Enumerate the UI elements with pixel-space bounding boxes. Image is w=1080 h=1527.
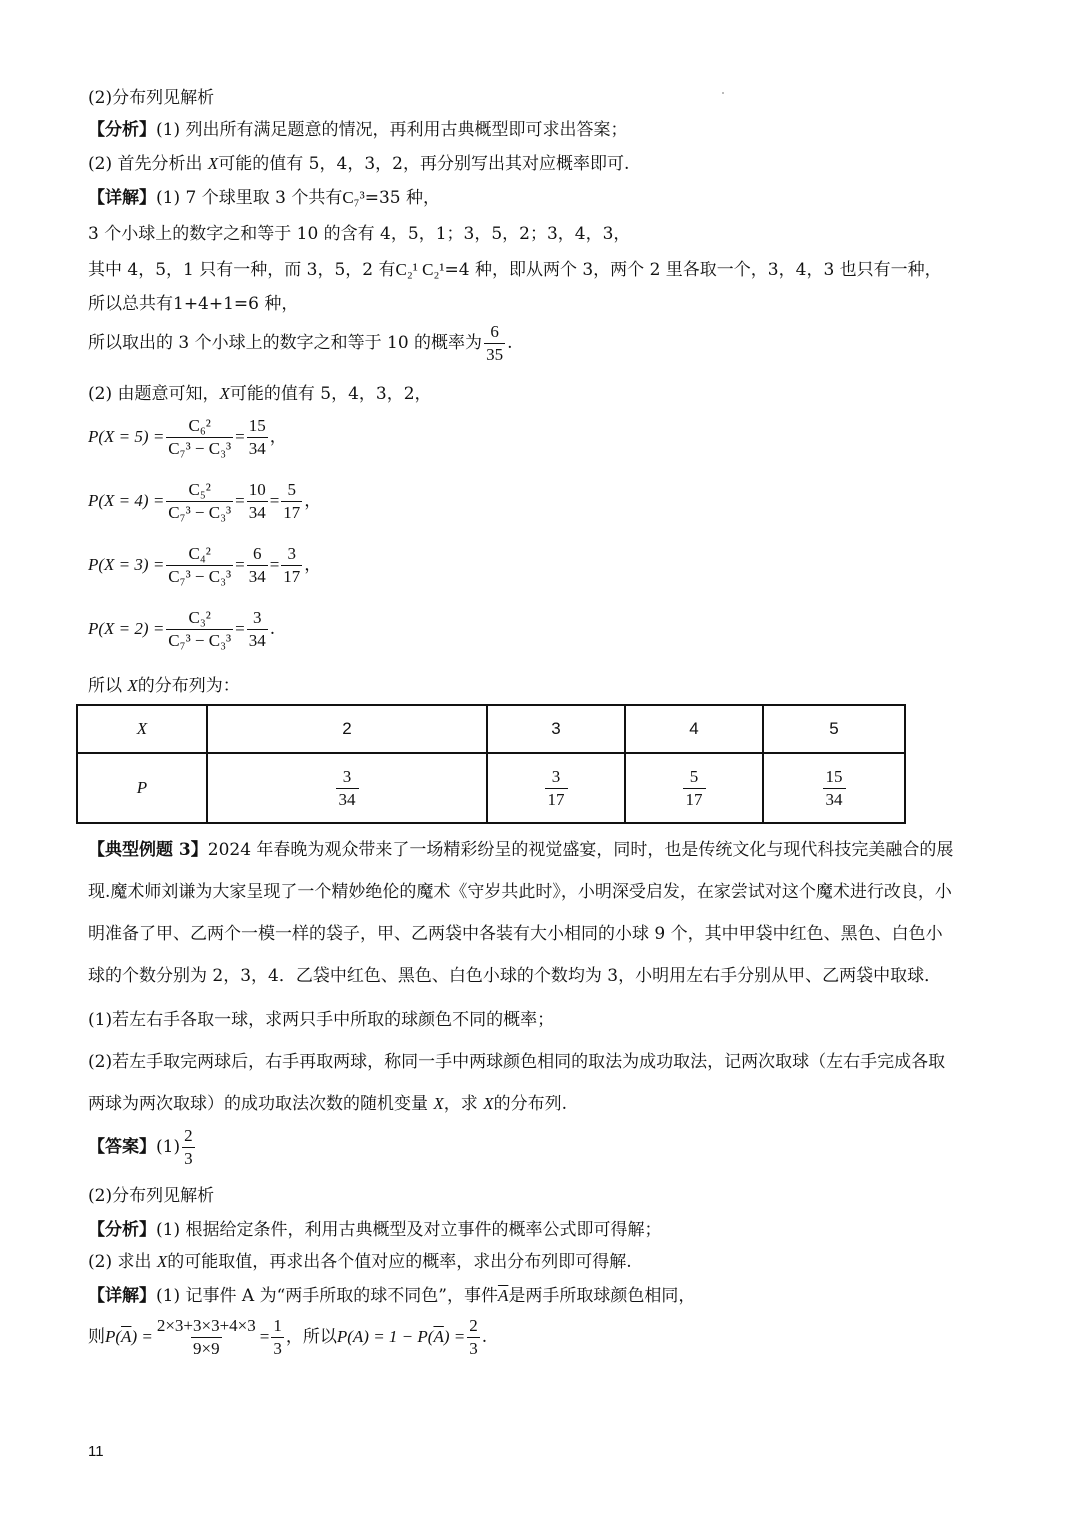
answer-part2-b: (2)分布列见解析 [88,1186,215,1206]
table-cell: $\frac{3}{17}$ [487,753,625,823]
detail-line-5: 所以取出的 3 个小球上的数字之和等于 10 的概率为 $\frac{6}{35}$ . [88,322,513,364]
table-header-x: X [77,705,207,753]
analysis-text: (1) 列出所有满足题意的情况，再利用古典概型即可求出答案； [156,120,628,140]
var-x-2: X [219,384,230,403]
answer-line: 【答案】(1) $\frac{2}{3}$ [88,1126,193,1168]
example3-line-1: 【典型例题 3】2024 年春晚为观众带来了一场精彩纷呈的视觉盛宴，同时，也是传统文化与现代科技完美融合的展 [88,840,954,860]
combo-c73: C₇³ [342,188,365,207]
table-row [77,705,905,753]
table-cell: 3 [487,705,625,753]
example-tag: 【典型例题 3】 [88,840,208,860]
table-cell: $\frac{15}{34}$ [763,753,905,823]
example3-line-3: 明准备了甲、乙两个一模一样的袋子，甲、乙两袋中各装有大小相同的小球 9 个，其中甲袋中红色、黑色、白色小 [88,924,943,944]
detail-text-f: (2) 由题意可知， [88,384,220,404]
detail-line-4: 所以总共有1+4+1=6 种， [88,294,299,314]
page-number: 11 [88,1443,104,1460]
detail2-tag: 【详解】 [88,1286,156,1306]
question-2-line-2: 两球为两次取球）的成功取法次数的随机变量 X，求 X的分布列. [88,1094,567,1114]
eq-px3: P(X = 3) = $\frac{\text{C₄²}}{\text{C₇³ − C₃³}}$ = $\frac{6}{34}$ = $\frac{3}{17}$ ， [88,544,322,586]
detail-line-3 [88,258,942,282]
question-1: (1)若左右手各取一球，求两只手中所取的球颜色不同的概率； [88,1010,555,1030]
table-cell: 4 [625,705,763,753]
detail-text-g: 可能的值有 5，4，3，2， [229,384,432,404]
detail-line-1 [88,186,440,210]
analysis-line-2 [88,152,629,176]
detail-text-d: =4 种，即从两个 3，两个 2 里各取一个，3，4，3 也只有一种， [444,260,942,280]
analysis2-line-1: 【分析】(1) 根据给定条件，利用古典概型及对立事件的概率公式即可得解； [88,1220,662,1240]
table-row [77,753,905,823]
var-x: X [207,154,219,173]
table-cell: $\frac{5}{17}$ [625,753,763,823]
table-cell: 5 [763,705,905,753]
detail2-line-1: 【详解】(1) 记事件 A 为“两手所取的球不同色”，事件$\overline{A}$是两手所取球颜色相同， [88,1286,696,1306]
fraction-2-3: $\frac{2}{3}$ [184,1126,193,1168]
detail-line-2: 3 个小球上的数字之和等于 10 的含有 4，5，1；3，5，2；3，4，3， [88,224,631,244]
answer-tag: 【答案】 [88,1137,156,1157]
detail-text-e: 所以取出的 3 个小球上的数字之和等于 10 的概率为 [88,333,483,353]
analysis2-tag: 【分析】 [88,1220,156,1240]
distribution-intro: 所以 X的分布列为： [88,676,240,696]
analysis-text-b: 可能的值有 5，4，3，2，再分别写出其对应概率即可. [218,154,630,174]
example3-line-4: 球的个数分别为 2，3，4．乙袋中红色、黑色、白色小球的个数均为 3，小明用左右手分别从甲、乙两袋中取球． [88,966,942,986]
analysis-text-a: (2) 首先分析出 [88,154,208,174]
answer-part2: (2)分布列见解析 [88,88,215,108]
eq-px4: P(X = 4) = $\frac{\text{C₅²}}{\text{C₇³ − C₃³}}$ = $\frac{10}{34}$ = $\frac{5}{17}$ ， [88,480,322,522]
detail-text-c: 其中 4，5，1 只有一种，而 3，5，2 有 [88,260,396,280]
eq-px2: P(X = 2) = $\frac{\text{C₃²}}{\text{C₇³ − C₃³}}$ = $\frac{3}{34}$ . [88,608,276,650]
analysis-tag: 【分析】 [88,120,156,140]
detail-text-b: =35 种， [364,188,440,208]
question-2-line-1: (2)若左手取完两球后，右手再取两球，称同一手中两球颜色相同的取法为成功取法，记两次取球（左右手完成各取 [88,1052,946,1072]
scan-speck [722,92,724,94]
example3-line-2: 现.魔术师刘谦为大家呈现了一个精妙绝伦的魔术《守岁共此时》，小明深受启发，在家尝试对这个魔术进行改良，小 [88,882,952,902]
detail-text-a: (1) 7 个球里取 3 个共有 [156,188,343,208]
table-header-p: P [77,753,207,823]
detail-tag: 【详解】 [88,188,156,208]
distribution-table [76,704,906,824]
analysis-line-1 [88,118,627,142]
eq-px5: P(X = 5) = $\frac{\text{C₆²}}{\text{C₇³ − C₃³}}$ = $\frac{15}{34}$ ， [88,416,287,458]
table-cell: 2 [207,705,487,753]
detail-line-6 [88,382,432,406]
table-cell: $\frac{3}{34}$ [207,753,487,823]
analysis2-line-2: (2) 求出 X的可能取值，再求出各个值对应的概率，求出分布列即可得解. [88,1252,632,1272]
combo-c21c21: C₂¹ C₂¹ [395,260,445,279]
fraction-6-35: $\frac{6}{35}$ [486,322,504,364]
detail2-line-2: 则$P(\overline{A})$ = $\frac{2\times 3+3\times 3+4\times 3}{9\times 9}$ = $\frac{1}{3}$ ，所以$P(A) = 1 - P(\overline{A})$ = $\frac{2}{3}$ . [88,1316,488,1358]
